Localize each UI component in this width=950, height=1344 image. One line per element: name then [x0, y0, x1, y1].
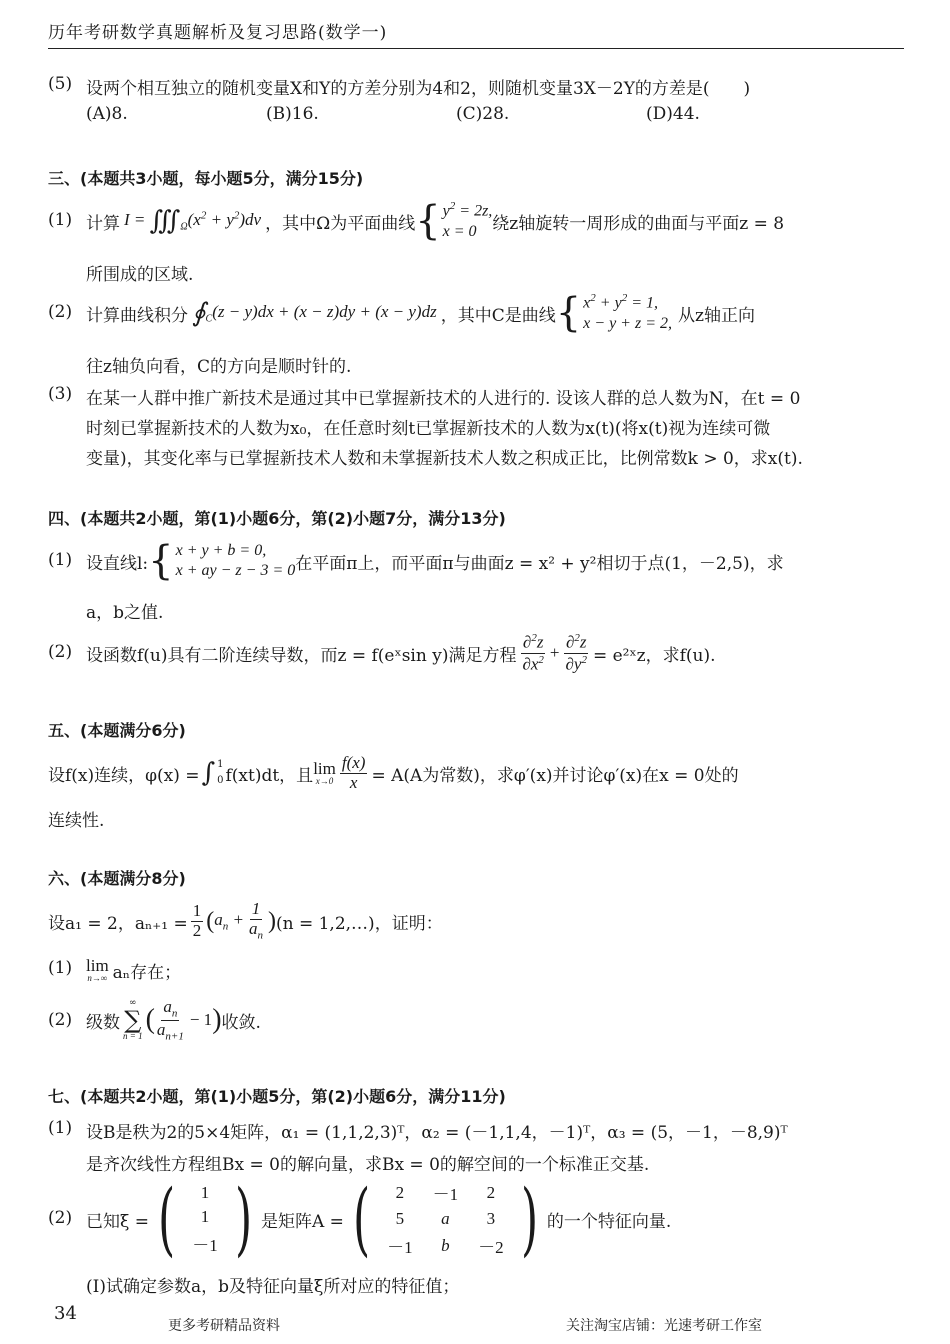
- matrix-cell: －1: [387, 1238, 413, 1257]
- s3-q2-text-b: ，其中C是曲线: [440, 305, 556, 326]
- header-title: 历年考研数学真题解析及复习思路(数学一): [48, 23, 388, 43]
- s4-q2-frac-1: $\frac{\partial^2z}{\partial x^2}$: [522, 632, 544, 674]
- s6-inverse: $\frac{1}{a_n}$: [248, 899, 263, 942]
- s5-frac: $\frac{f(x)}{x}$: [341, 752, 366, 792]
- s3-q3-line-1: 在某一人群中推广新技术是通过其中已掌握新技术的人进行的. 设该人群的总人数为N，在t = 0: [86, 389, 801, 409]
- header-rule: [48, 48, 904, 49]
- s4-q1-text-b: 在平面π上，而平面π与曲面z = x² + y²相切于点(1，－2,5)，求: [295, 553, 784, 574]
- matrix-cell: －1: [432, 1185, 459, 1204]
- s6-q1-text: aₙ存在；: [112, 962, 182, 983]
- s4-q1-line: [86, 536, 784, 586]
- s5-integral-sign: ∫: [201, 758, 216, 788]
- xi-cell: 1: [200, 1182, 210, 1202]
- s3-q2-label: (2): [48, 302, 73, 322]
- page-number: 34: [54, 1303, 77, 1324]
- matrix-cell: 2: [486, 1182, 496, 1202]
- s5-text-b: f(xt)dt，且: [225, 765, 314, 786]
- s6-q1-label: (1): [48, 958, 73, 978]
- s6-text-a: 设a₁ = 2，aₙ₊₁ =: [48, 913, 188, 934]
- matrix-cell: 3: [486, 1209, 496, 1228]
- xi-cell: 1: [200, 1206, 210, 1226]
- s3-q2-line: [86, 288, 755, 338]
- matrix-cell: a: [441, 1209, 450, 1228]
- s4-q2-frac-2: $\frac{\partial^2z}{\partial y^2}$: [565, 632, 587, 674]
- s6-q2-line: 级数 ∞ ∑ n = 1 ( $\frac{a_n}{a_{n+1}}$ − 1 ) 收敛.: [86, 997, 261, 1042]
- s4-q2-label: (2): [48, 642, 73, 662]
- s3-q3-line-3: 变量)，其变化率与已掌握新技术人数和未掌握新技术人数之积成正比，比例常数k > 0，求x(t).: [86, 449, 803, 469]
- s3-q1-text-d: 所围成的区域.: [86, 265, 194, 285]
- s5-text-c: = A(A为常数)，求φ′(x)并讨论φ′(x)在x = 0处的: [371, 765, 739, 786]
- s3-q1-formula: $I = ∭_\Omega(x^2 + y^2)dv$: [124, 206, 262, 236]
- q2-5-option-b: (B)16.: [266, 104, 319, 124]
- matrix-a: ( 2 －1 2 5 a 3 －1 b －2 ): [352, 1172, 538, 1265]
- s7-q2-sub1: (Ⅰ)试确定参数a，b及特征向量ξ所对应的特征值；: [86, 1277, 460, 1297]
- s5-text-a: 设f(x)连续，φ(x) =: [48, 765, 200, 786]
- s3-q1-text-c: 绕z轴旋转一周形成的曲面与平面z = 8: [492, 213, 785, 234]
- s4-q1-label: (1): [48, 550, 73, 570]
- s7-q2-label: (2): [48, 1208, 73, 1228]
- section7-title: 七、(本题共2小题，第(1)小题5分，第(2)小题6分，满分11分): [48, 1087, 506, 1106]
- s7-q2-text-a: 已知ξ =: [86, 1211, 150, 1232]
- s6-q1-line: [86, 952, 181, 988]
- s6-q1-limit: lim n→∞: [86, 956, 109, 983]
- s3-q2-text-d: 往z轴负向看，C的方向是顺时针的.: [86, 357, 352, 377]
- s3-q2-text-c: 从z轴正向: [678, 305, 755, 326]
- s7-q2-text-c: 的一个特征向量.: [546, 1211, 672, 1232]
- matrix-cell: b: [441, 1235, 450, 1255]
- s5-line: [48, 748, 739, 798]
- s6-q2-text-b: 收敛.: [221, 1012, 261, 1033]
- s5-text-d: 连续性.: [48, 811, 105, 831]
- s6-text-b: (n = 1,2,…)，证明：: [275, 913, 443, 934]
- footer-left-text: 更多考研精品资料: [168, 1318, 280, 1334]
- q2-5-text: 设两个相互独立的随机变量X和Y的方差分别为4和2，则随机变量3X－2Y的方差是( ): [86, 79, 751, 99]
- matrix-cell: －2: [478, 1238, 504, 1257]
- q2-5-option-d: (D)44.: [646, 104, 700, 124]
- s3-q3-line-2: 时刻已掌握新技术的人数为x₀，在任意时刻t已掌握新技术的人数为x(t)(将x(t)视为连续可微: [86, 419, 771, 439]
- xi-vector: ( 1 1 －1 ): [158, 1172, 252, 1265]
- s3-q2-system: { $x^2 + y^2 = 1$, x − y + z = 2,: [555, 289, 672, 336]
- s6-q2-text-a: 级数: [86, 1012, 120, 1033]
- s6-q2-frac: $\frac{a_n}{a_{n+1}}$: [156, 997, 184, 1042]
- s6-q2-sum: ∞ ∑ n = 1: [123, 998, 143, 1041]
- section4-title: 四、(本题共2小题，第(1)小题6分，第(2)小题7分，满分13分): [48, 509, 506, 528]
- s6-half: $\frac{1}{2}$: [192, 900, 202, 940]
- section5-title: 五、(本题满分6分): [48, 721, 186, 740]
- s3-q1-system: { $y^2 = 2z$, x = 0: [415, 197, 493, 244]
- s6-line: 设a₁ = 2，aₙ₊₁ = $\frac{1}{2}$ ( $a_n$ + $\frac{1}{a_n}$ ) (n = 1,2,…)，证明：: [48, 899, 443, 942]
- s3-q1-text-a: 计算: [86, 213, 120, 234]
- s4-q2-text-b: = e²ˣz，求f(u).: [592, 645, 716, 666]
- q2-5-option-c: (C)28.: [456, 104, 510, 124]
- matrix-cell: 2: [395, 1182, 405, 1202]
- s4-q1-text-c: a，b之值.: [86, 603, 164, 623]
- section6-title: 六、(本题满分8分): [48, 869, 186, 888]
- s7-q1-line-2: 是齐次线性方程组Bx = 0的解向量，求Bx = 0的解空间的一个标准正交基.: [86, 1155, 650, 1175]
- s3-q1-text-b: ，其中Ω为平面曲线: [265, 213, 416, 234]
- s6-q2-label: (2): [48, 1010, 73, 1030]
- s5-limit: lim x→0: [313, 759, 336, 786]
- footer-right-text: 关注淘宝店铺：光速考研工作室: [566, 1318, 762, 1334]
- matrix-cell: 5: [395, 1209, 405, 1228]
- s4-q1-text-a: 设直线l:: [86, 553, 149, 574]
- s7-q2-text-b: 是矩阵A =: [260, 1211, 344, 1232]
- s3-q2-text-a: 计算曲线积分: [86, 305, 188, 326]
- s3-q2-formula: $∮_C(z - y)dx + (x - z)dy + (x - y)dz$: [192, 298, 437, 328]
- s4-q1-system: { x + y + b = 0, x + ay − z − 3 = 0: [148, 538, 296, 584]
- section3-title: 三、(本题共3小题，每小题5分，满分15分): [48, 169, 364, 188]
- s3-q3-label: (3): [48, 384, 73, 404]
- s4-q2-line: 设函数f(u)具有二阶连续导数，而z = f(eˣsin y)满足方程 $\frac{\partial^2z}{\partial x^2}$ + $\frac{\partial^2z}{\partial y^2}$ = e²ˣz，求f(u).: [86, 632, 716, 674]
- s7-q2-line: [86, 1172, 672, 1265]
- s3-q1-line: [86, 196, 784, 246]
- s5-integral-limits: 1 0: [217, 759, 224, 786]
- s3-q1-label: (1): [48, 210, 73, 230]
- s7-q1-label: (1): [48, 1118, 73, 1138]
- q2-5-label: (5): [48, 74, 73, 94]
- s4-q2-text-a: 设函数f(u)具有二阶连续导数，而z = f(eˣsin y)满足方程: [86, 645, 517, 666]
- q2-5-option-a: (A)8.: [86, 104, 128, 124]
- xi-cell: －1: [192, 1235, 218, 1255]
- s7-q1-line-1: 设B是秩为2的5×4矩阵，α₁ = (1,1,2,3)ᵀ，α₂ = (－1,1,4，－1)ᵀ，α₃ = (5，－1，－8,9)ᵀ: [86, 1123, 788, 1143]
